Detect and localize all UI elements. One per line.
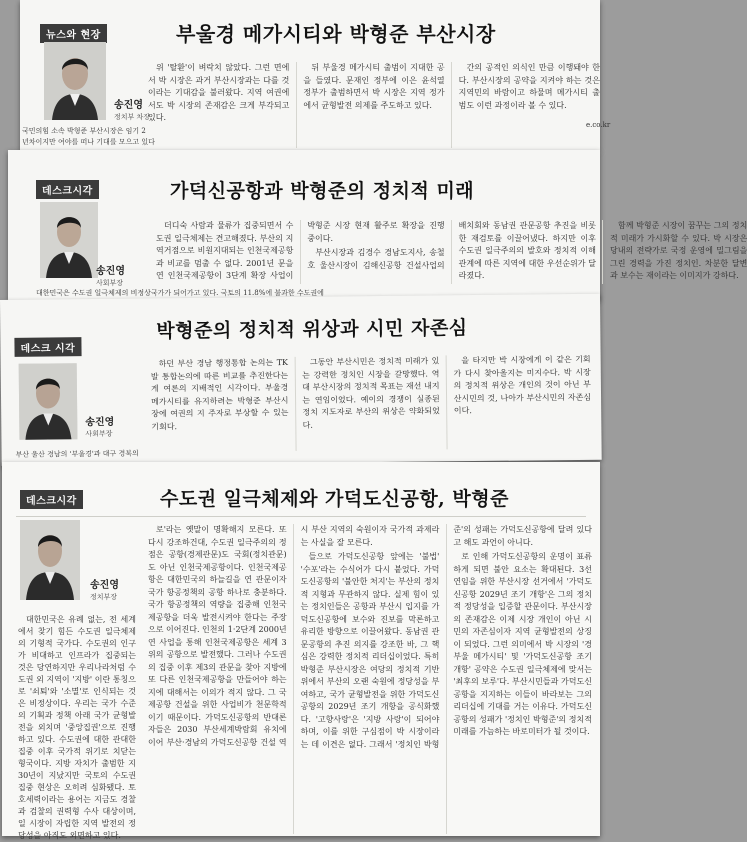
author-name: 송진영 <box>96 266 125 277</box>
author-photo <box>20 520 80 600</box>
article-body <box>151 354 592 453</box>
author-name: 송진영 <box>90 580 119 591</box>
author-photo <box>40 202 98 278</box>
clipping-bottom-edge: 부산 울산 경남의 '부울경'과 대구 경북의 <box>15 449 139 459</box>
clipping-bottom-edge: 대한민국은 수도권 일극체제의 비정상국가가 되어가고 있다. 국토의 11.8%에 불과한 수도권에 <box>36 289 324 297</box>
paragraph: 더디숙 사람과 물류가 집중되면서 수도권 일극체제는 견고해졌다. 부산의 지역거점으로 비원지대되는 인천국제공항과 비교를 멈출 수 없다. 2001년 문을 연 인천국제공항이 3단계 확장 사업이 박형준 시장 현재 활주로 확장을 진행 중이다. <box>156 221 445 280</box>
byline <box>85 413 114 439</box>
byline <box>90 576 119 602</box>
headline: 수도권 일극체제와 가덕도신공항, 박형준 <box>160 488 509 510</box>
paragraph: 부산시장과 김경수 경남도지사, 송철호 울산시장이 김해신공항 건설사업의 배치회와 동남권 관문공항 추진을 비롯한 재검토를 이끌어냈다. 하지만 이후 수도권 일극주의의 발호와 정치적 이해관계에 따른 지역에 대한 우선순위가 달라졌다. <box>307 221 596 280</box>
paragraph: 위 '탈환'이 벼락치 않았다. 그런 면에서 박 시장은 과거 부산시장과는 다를 것이라는 기대감을 불러왔다. 지역 여권에서도 박 시장의 존재감은 크게 부각되고 있다. <box>148 63 290 122</box>
paragraph: 간의 공적인 의식인 만큼 이행돼야 한다. 부산시장의 공약을 지켜야 하는 것은 지역민의 바람이고 하물며 메가시티 출범도 이런 과정이라 볼 수 있다. <box>458 63 600 110</box>
author-role: 사회부장 <box>96 279 124 287</box>
section-tag: 뉴스와 현장 <box>40 24 107 43</box>
author-portrait-icon <box>40 202 98 278</box>
right-edge-text: e.co.kr <box>586 121 611 129</box>
headline: 부울경 메가시티와 박형준 부산시장 <box>176 22 496 46</box>
paragraph: 함께 박형준 시장이 꿈꾸는 그의 정치적 미래가 가시화할 수 있다. 박 시장은 당내의 전략가로 국정 운영에 밀그림을 그린 경력을 가진 정치인. 차분한 달변과 보수는 재이라는 이미지가 강하다. <box>609 221 747 280</box>
clipping-left-edge <box>22 126 155 148</box>
author-portrait-icon <box>20 520 80 600</box>
edge-line: 국민의힘 소속 박형준 부산시장은 임기 2 <box>22 127 146 135</box>
divider <box>16 516 586 517</box>
article-lead-column <box>18 614 136 840</box>
author-name: 송진영 <box>85 416 115 429</box>
author-portrait-icon <box>44 42 106 120</box>
author-role: 사회부장 <box>85 429 113 439</box>
author-role: 정치부 차장 <box>114 113 151 121</box>
paragraph: 로'라는 옛말이 명확해지 모른다. 또다시 강조하건대, 수도권 일극주의의 정점은 공항(경제관문)도 국회(정치관문)도 아닌 인천국제공항이다. 인천국제공항은 대한민국의 하늘길을 연 관문이자 국가 항공정책의 공항 하나로 충분하다. 국가 항공정책의 역량을 집중해 인천국제공항을 더욱 발전시켜야 한다는 주장으로 이어진다. 인천의 1·2단계 2000년 연 사업을 통해 인천국제공항은 세계 3위의 공항으로 발전했다. 그러나 수도권의 집중 이후 제3의 관문을 찾아 지방에 또 다른 인천국제공항을 만들어야 하는지에 대해서는 이의가 적지 않다. 그 국제공항 건설을 위한 사업비가 천문학적이기 때문이다. 가덕도신공항의 반대론자들은 2030 부산세계박람회 유치에 이어 부산·경남의 가덕도신공항 건설 역시 부산 지역의 숙원이자 국가적 과제라는 사실을 잘 모른다. <box>148 525 440 747</box>
article-body <box>148 62 600 148</box>
clipping-1 <box>20 0 611 150</box>
headline: 박형준의 정치적 위상과 시민 자존심 <box>156 317 468 343</box>
article-body <box>156 220 747 284</box>
edge-line: 년차이지만 여야를 떠나 기대를 모으고 있다 <box>22 138 155 146</box>
paragraph: 대한민국은 유례 없는, 전 세계에서 찾기 힘든 수도권 일극체제의 기형적 국가다. 수도권의 인구가 비대하고 인프라가 집중되는 것은 당연하지만 우리나라처럼 수도권 외 지역이 '지방' 이란 통칭으로 '쇠퇴'와 '소멸'로 인식되는 것은 비정상이다. 우리는 국가 수준의 기획과 정책 아래 국가 균형발전을 외치며 '중앙집권'으로 진행하고 있다. 수도권에 대한 관대한 집중 이후 국가적 위기로 치닫는 형국이다. 지방 자치가 출범한 지 30년이 지났지만 국토의 수도권 집중 현상은 오히려 심화됐다. 토호세력이라는 용어는 지금도 경찰과 검찰의 권력형 수사 대상이며, 일 시장이 자립한 지역 발전의 정당성을 아직도 외면하고 있다. <box>18 615 136 840</box>
paragraph: 그동안 부산시민은 정치적 미래가 있는 강력한 정치인 시장을 갈망했다. 역대 부산시장의 정치적 목표는 재선 내지는 연임이었다. 예이의 경쟁이 실종된 정치 지도자로 부산의 위상은 약화되었다. <box>302 356 440 430</box>
byline <box>114 96 150 122</box>
section-tag: 데스크시각 <box>20 490 83 509</box>
author-name: 송진영 <box>114 100 143 111</box>
article-body <box>148 524 592 834</box>
clipping-4 <box>2 462 600 840</box>
paragraph: 뒤 부울경 메가시티 출범이 지대한 공을 들였다. 문재인 정부에 이은 윤석열 정부가 출범하면서 박 시장은 지역 정가에서 균형발전 의제를 주도하고 있다. <box>303 63 445 110</box>
paragraph: 들으로 가덕도신공항 앞에는 '불법' '수포'라는 수식어가 다시 붙었다. 가덕도신공항의 '불안한 처지'는 부산의 정치적 지형과 무관하지 않다. 실제 힘이 있는 정치인들은 공항과 부산시 입지를 가덕도신공항에 보수와 진보를 막론하고 유리한 방향으로 이끌어왔다. 동남권 관문공항의 추진 의지를 강조한 바, 그 핵심은 강력한 정치적 리더십이었다. 특히 박형준 부산시장은 여당의 정치적 기반 위에서 부산의 오랜 숙원에 정당성을 부여하고, 국가 균형발전을 위한 가덕도신공항의 2029년 조기 개항을 공식화했다. '고향사랑'은 '지방 사랑'이 되어야 하며, 이를 위한 구심점이 박 시장이라는 데 이견은 없다. 그래서 '정치인 박형준'의 성패는 가덕도신공항에 달려 있다고 해도 과언이 아니다. <box>300 525 592 749</box>
author-photo <box>19 363 78 440</box>
clipping-2 <box>8 150 747 300</box>
headline: 가덕신공항과 박형준의 정치적 미래 <box>170 180 475 202</box>
author-role: 정치부장 <box>90 593 118 601</box>
clipping-3 <box>0 294 602 466</box>
paragraph: 로 인해 가덕도신공항의 운명이 표류하게 되면 불안 요소는 확대된다. 3선 연임을 위한 부산시장 선거에서 '가덕도신공항 2029년 조기 개항'은 그의 정치적 정당성을 입증할 관문이다. 부산시장의 존재감은 이제 시장 개인이 아닌 시민의 자존심이자 지역 균형발전의 상징이 되었다. 그런 의미에서 박 시장의 '경부울 메가시티' 및 '가덕도신공항 조기 개항' 공약은 수도권 일극체제에 맞서는 '최후의 보루'다. 부산시민들과 가덕도신공항을 지지하는 이들이 바라보는 그의 리더십에 기대를 거는 이유다. 가덕도신공항의 성패가 '정치인 박형준'의 정치적 미래를 가늠하는 바로미터가 될 것이다. <box>453 552 592 736</box>
paragraph: 하던 부산 경남 행정통합 논의는 TK발 통합논의에 따른 비교를 추진한다는 게 여론의 지배적인 시각이다. 부울경 메가시티를 유지하려는 박형준 부산시장에 여권의 지 주자로 부상할 수 있는 기회다. <box>150 357 289 431</box>
section-tag: 데스크 시각 <box>14 337 81 357</box>
section-tag: 데스크시각 <box>36 180 99 199</box>
byline <box>96 262 125 288</box>
paragraph: 을 타지만 박 시장에게 이 같은 기회가 다시 찾아올지는 미지수다. 박 시장의 정치적 위상은 개인의 것이 아닌 부산시민의 것, 나아가 부산시민의 자존심이다. <box>453 354 592 416</box>
author-photo <box>44 42 106 120</box>
author-portrait-icon <box>19 363 78 440</box>
